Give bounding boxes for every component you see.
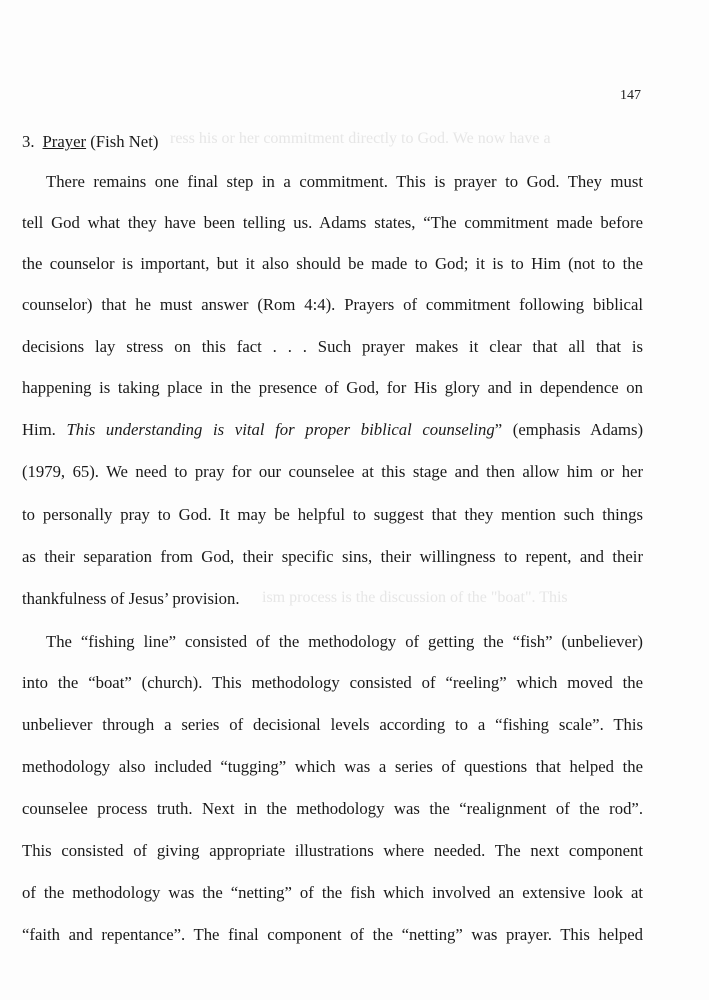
emphasized-quote: This understanding is vital for proper biblical counseling [66,420,495,439]
heading-number: 3. [22,132,35,151]
paragraph-line: The “fishing line” consisted of the methodology of getting the “fish” (unbeliever) [46,632,643,651]
heading-subtitle: (Fish Net) [90,132,159,151]
paragraph-line: tell God what they have been telling us. Adams states, “The commitment made before [22,213,643,232]
section-heading [22,132,158,152]
paragraph-line: This consisted of giving appropriate illustrations where needed. The next component [22,841,643,860]
text-segment: ” (emphasis Adams) [494,420,644,439]
paragraph-line: as their separation from God, their specific sins, their willingness to repent, and their [22,547,643,566]
paragraph-line: thankfulness of Jesus’ provision. [22,589,240,608]
paragraph-line: methodology also included “tugging” which was a series of questions that helped the [22,757,643,776]
bleed-through-text: ress his or her commitment directly to God. We now have a [170,130,551,147]
paragraph-line-emphasis [22,420,643,440]
text-segment: Him. [22,420,56,439]
heading-title: Prayer [42,132,87,151]
paragraph-line: the counselor is important, but it also should be made to God; it is to Him (not to the [22,254,643,273]
paragraph-line: counselor) that he must answer (Rom 4:4). Prayers of commitment following biblical [22,295,643,314]
paragraph-line: counselee process truth. Next in the methodology was the “realignment of the rod”. [22,799,643,818]
paragraph-line: of the methodology was the “netting” of the fish which involved an extensive look at [22,883,643,902]
paragraph-line: (1979, 65). We need to pray for our counselee at this stage and then allow him or her [22,462,643,481]
paragraph-line: happening is taking place in the presence of God, for His glory and in dependence on [22,378,643,397]
paragraph-line: decisions lay stress on this fact . . . Such prayer makes it clear that all that is [22,337,643,356]
paragraph-line: unbeliever through a series of decisional levels according to a “fishing scale”. This [22,715,643,734]
bleed-through-text: ism process is the discussion of the "boat". This [262,589,568,606]
page-number: 147 [620,88,641,103]
paragraph-line: into the “boat” (church). This methodology consisted of “reeling” which moved the [22,673,643,692]
paragraph-line: to personally pray to God. It may be helpful to suggest that they mention such things [22,505,643,524]
paragraph-line: There remains one final step in a commitment. This is prayer to God. They must [46,172,643,191]
paragraph-line: “faith and repentance”. The final component of the “netting” was prayer. This helped [22,925,643,944]
